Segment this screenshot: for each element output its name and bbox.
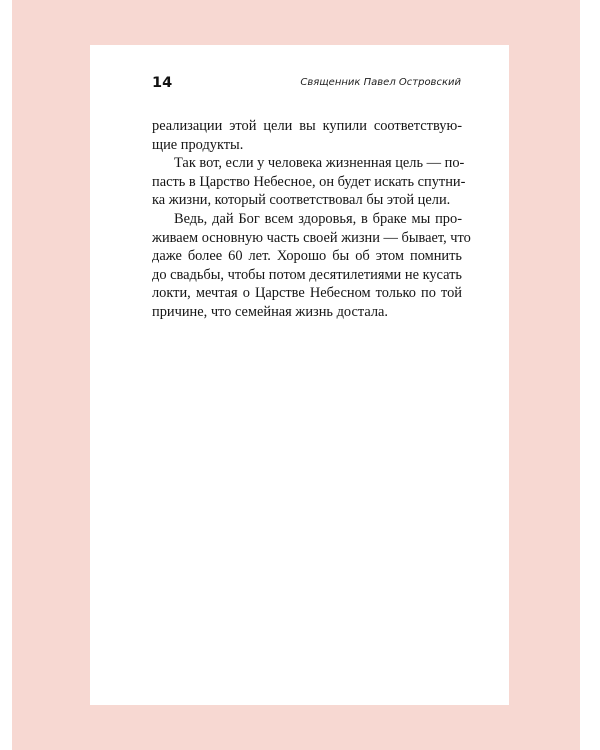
text-line: Ведь, дай Бог всем здоровья, в браке мы про- bbox=[174, 210, 462, 227]
text-line: даже более 60 лет. Хорошо бы об этом помнить bbox=[152, 248, 462, 265]
text-line: живаем основную часть своей жизни — бывает, что bbox=[152, 229, 471, 246]
text-line: реализации этой цели вы купили соответствую- bbox=[152, 118, 462, 134]
paragraph bbox=[152, 154, 466, 210]
text-line: Так вот, если у человека жизненная цель — по- bbox=[174, 155, 465, 172]
text-line: пасть в Царство Небесное, он будет искать спутни- bbox=[152, 173, 466, 190]
page-number: 14 bbox=[152, 75, 173, 91]
paragraph bbox=[152, 210, 471, 322]
paragraph bbox=[152, 117, 462, 154]
running-head: Священник Павел Островский bbox=[300, 77, 461, 88]
text-line: щие продукты. bbox=[152, 136, 244, 153]
text-line: локти, мечтая о Царстве Небесном только по той bbox=[152, 285, 462, 302]
text-line: ка жизни, который соответствовал бы этой цели. bbox=[152, 192, 451, 209]
text-line: до свадьбы, чтобы потом десятилетиями не кусать bbox=[152, 266, 462, 283]
body-text bbox=[152, 117, 471, 322]
book-page bbox=[90, 45, 509, 705]
text-line: причине, что семейная жизнь достала. bbox=[152, 303, 388, 320]
